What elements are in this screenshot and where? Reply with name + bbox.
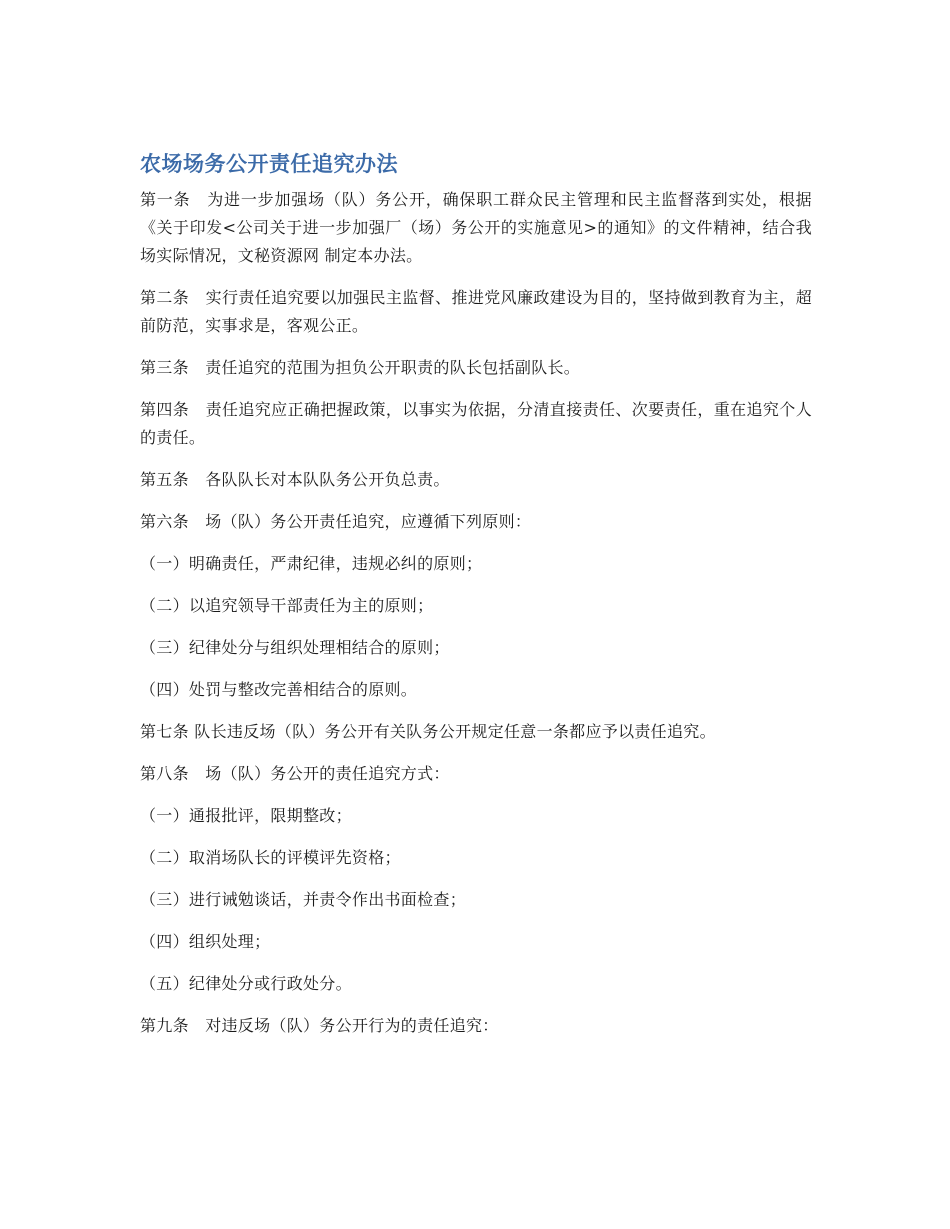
paragraph-article-5: 第五条 各队队长对本队队务公开负总责。: [140, 470, 450, 489]
paragraph-article-7: 第七条 队长违反场（队）务公开有关队务公开规定任意一条都应予以责任追究。: [140, 722, 716, 741]
paragraph-article-2: 第二条 实行责任追究要以加强民主监督、推进党风廉政建设为目的，坚持做到教育为主，超前防范，实事求是，客观公正。: [140, 288, 812, 335]
paragraph-article-1: 第一条 为进一步加强场（队）务公开，确保职工群众民主管理和民主监督落到实处，根据《关于印发<公司关于进一步加强厂（场）务公开的实施意见>的通知》的文件精神，结合我场实际情况，文秘资源网 制定本办法。: [140, 190, 812, 265]
paragraph-method-2: （二）取消场队长的评模评先资格；: [140, 848, 401, 867]
paragraph-article-3: 第三条 责任追究的范围为担负公开职责的队长包括副队长。: [140, 358, 581, 377]
paragraph-principle-4: （四）处罚与整改完善相结合的原则。: [140, 680, 418, 699]
paragraph-principle-3: （三）纪律处分与组织处理相结合的原则；: [140, 638, 450, 657]
paragraph-method-1: （一）通报批评，限期整改；: [140, 806, 352, 825]
paragraph-method-4: （四）组织处理；: [140, 932, 271, 951]
document-page: [140, 148, 812, 1054]
paragraph-principle-1: （一）明确责任，严肃纪律，违规必纠的原则；: [140, 554, 483, 573]
paragraph-article-8: 第八条 场（队）务公开的责任追究方式：: [140, 764, 450, 783]
document-title: 农场场务公开责任追究办法: [140, 152, 398, 176]
paragraph-method-5: （五）纪律处分或行政处分。: [140, 974, 352, 993]
paragraph-article-6: 第六条 场（队）务公开责任追究，应遵循下列原则：: [140, 512, 532, 531]
paragraph-principle-2: （二）以追究领导干部责任为主的原则；: [140, 596, 434, 615]
paragraph-article-4: 第四条 责任追究应正确把握政策，以事实为依据，分清直接责任、次要责任，重在追究个人的责任。: [140, 400, 812, 447]
paragraph-article-9: 第九条 对违反场（队）务公开行为的责任追究：: [140, 1016, 499, 1035]
paragraph-method-3: （三）进行诫勉谈话，并责令作出书面检查；: [140, 890, 467, 909]
